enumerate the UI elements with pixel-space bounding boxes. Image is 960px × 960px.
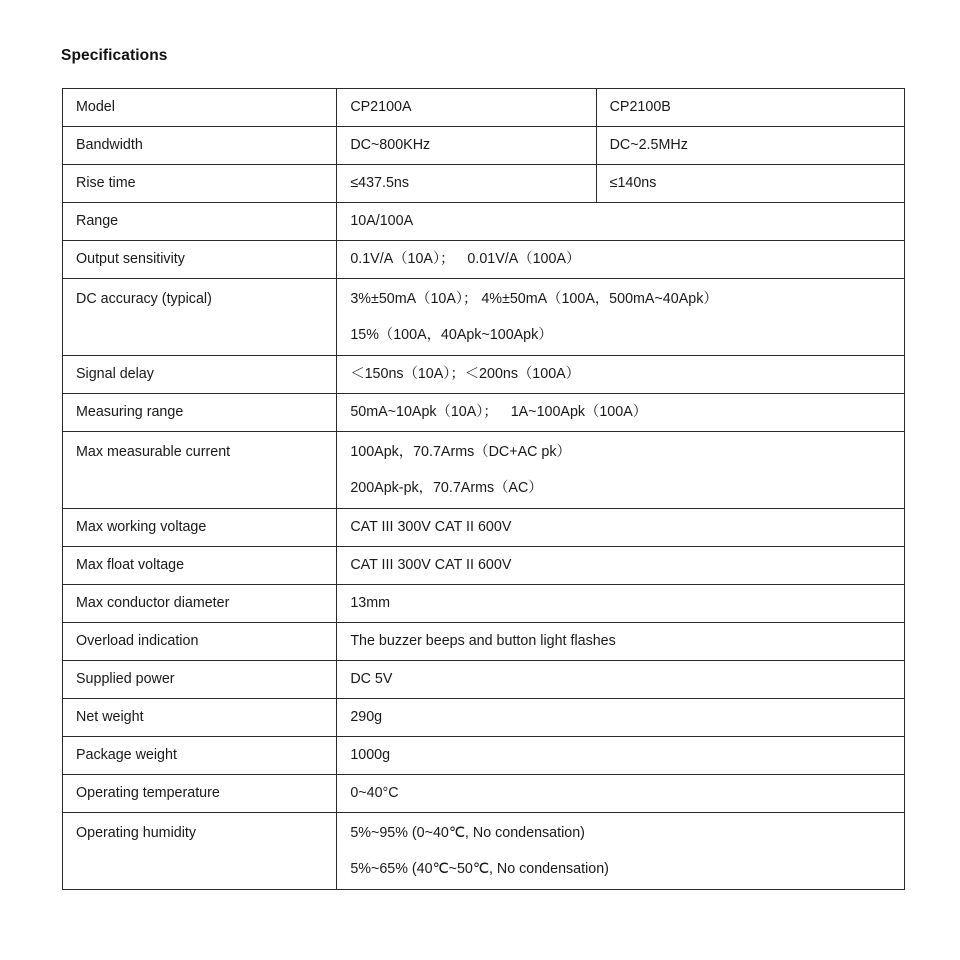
row-value: CAT III 300V CAT II 600V (337, 547, 905, 585)
row-value: The buzzer beeps and button light flashes (337, 623, 905, 661)
row-label (63, 813, 337, 890)
page-title: Specifications (61, 47, 168, 64)
row-label: Package weight (63, 737, 337, 775)
row-value (337, 241, 905, 279)
row-label: Signal delay (63, 356, 337, 394)
row-label: Rise time (63, 165, 337, 203)
row-label: Supplied power (63, 661, 337, 699)
table-row (63, 89, 905, 127)
row-value: 290g (337, 699, 905, 737)
row-value-cp2100a: ≤437.5ns (337, 165, 596, 203)
table-row (63, 547, 905, 585)
table-row (63, 813, 905, 890)
row-value-cp2100a: DC~800KHz (337, 127, 596, 165)
value-line: 3%±50mA（10A）； 4%±50mA（100A，500mA~40Apk） (350, 290, 718, 307)
table-row (63, 585, 905, 623)
row-label (63, 432, 337, 509)
row-value: CAT III 300V CAT II 600V (337, 509, 905, 547)
table-row (63, 279, 905, 356)
row-value: ＜150ns（10A）；＜200ns（100A） (337, 356, 905, 394)
row-value: 1000g (337, 737, 905, 775)
row-label-text: Operating humidity (76, 825, 196, 841)
table-row (63, 356, 905, 394)
table-row (63, 661, 905, 699)
row-value: 10A/100A (337, 203, 905, 241)
value-line: 15%（100A，40Apk~100Apk） (350, 326, 553, 343)
row-label: Max conductor diameter (63, 585, 337, 623)
table-row (63, 394, 905, 432)
row-label: Net weight (63, 699, 337, 737)
row-value (337, 813, 905, 890)
row-label: Bandwidth (63, 127, 337, 165)
table-row (63, 775, 905, 813)
specifications-table (62, 88, 905, 890)
row-value: DC 5V (337, 661, 905, 699)
value-line: 200Apk-pk，70.7Arms（AC） (350, 479, 543, 496)
table-row (63, 737, 905, 775)
row-value (337, 279, 905, 356)
table-row (63, 699, 905, 737)
table-row (63, 203, 905, 241)
row-label: Model (63, 89, 337, 127)
table-row (63, 127, 905, 165)
row-value-cp2100a: CP2100A (337, 89, 596, 127)
row-label: Max float voltage (63, 547, 337, 585)
table-row (63, 432, 905, 509)
row-label (63, 279, 337, 356)
table-row (63, 623, 905, 661)
row-value-cp2100b: CP2100B (596, 89, 904, 127)
row-label: Output sensitivity (63, 241, 337, 279)
row-value: 13mm (337, 585, 905, 623)
row-value-cp2100b: DC~2.5MHz (596, 127, 904, 165)
value-line: 5%~95% (0~40℃, No condensation) (350, 824, 585, 841)
row-value: 0~40°C (337, 775, 905, 813)
value-part: 50mA~10Apk（10A）； (350, 404, 498, 421)
value-line: 5%~65% (40℃~50℃, No condensation) (350, 860, 609, 877)
value-part: 1A~100Apk（100A） (510, 404, 648, 421)
row-label: Range (63, 203, 337, 241)
row-value-cp2100b: ≤140ns (596, 165, 904, 203)
table-body (63, 89, 905, 890)
row-label-text: Max measurable current (76, 444, 231, 460)
row-label: Overload indication (63, 623, 337, 661)
value-part: 0.01V/A（100A） (467, 251, 581, 268)
table-row (63, 509, 905, 547)
row-value (337, 432, 905, 509)
value-line: 100Apk，70.7Arms（DC+AC pk） (350, 443, 571, 460)
table-row (63, 165, 905, 203)
value-part: 0.1V/A（10A）； (350, 251, 455, 268)
row-label: Operating temperature (63, 775, 337, 813)
table-row (63, 241, 905, 279)
row-label-text: DC accuracy (typical) (76, 291, 212, 307)
row-value (337, 394, 905, 432)
row-label: Measuring range (63, 394, 337, 432)
row-label: Max working voltage (63, 509, 337, 547)
